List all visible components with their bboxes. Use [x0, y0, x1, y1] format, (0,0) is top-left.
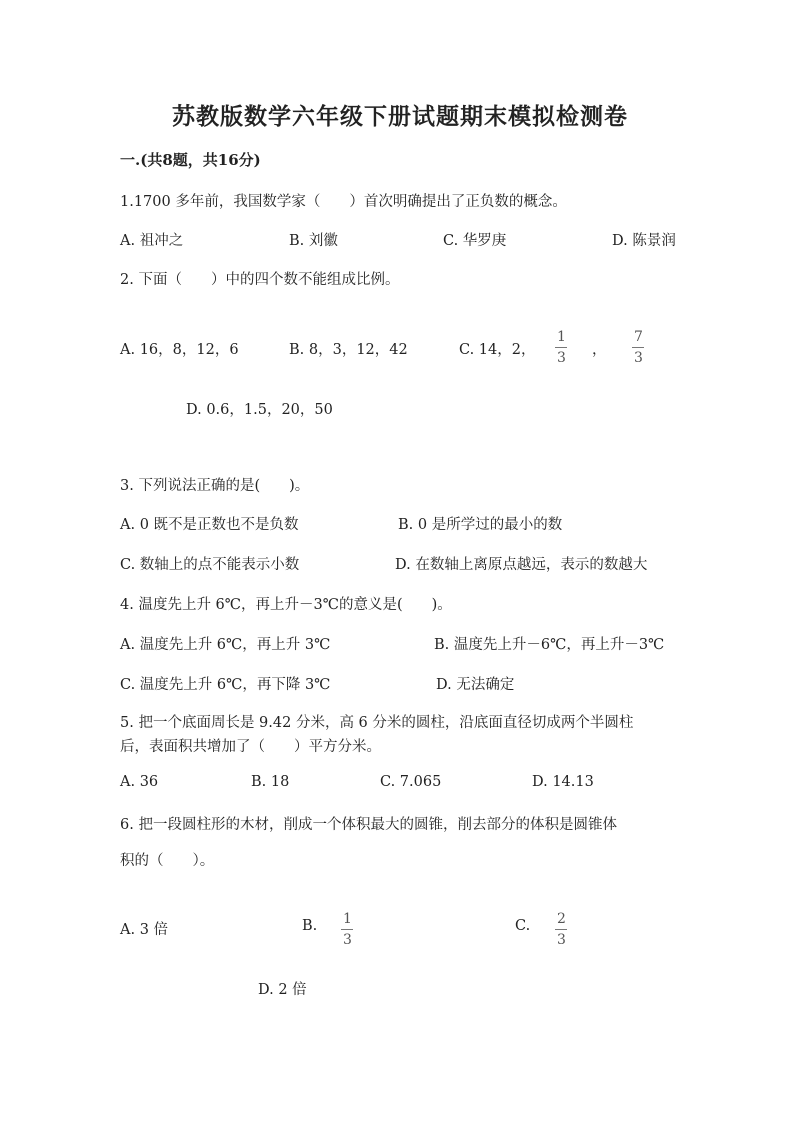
question-2-option-a: A. 16，8，12，6: [120, 342, 239, 358]
section-heading: 一.(共8题，共16分): [120, 151, 261, 169]
question-2-option-c: C. 14，2，: [459, 342, 536, 358]
fraction-numerator: 1: [343, 911, 352, 927]
question-2-option-c-fraction-2: [632, 330, 645, 365]
question-1-option-d: D. 陈景润: [612, 233, 676, 249]
question-6-option-c-fraction: [555, 912, 568, 947]
question-1-option-a: A. 祖冲之: [120, 233, 184, 249]
question-5-option-a: A. 36: [120, 774, 159, 790]
question-1-option-c: C. 华罗庚: [443, 233, 507, 249]
question-6-stem-line-2: 积的（ ）。: [120, 853, 215, 869]
fraction-numerator: 2: [557, 911, 566, 927]
question-4-option-b: B. 温度先上升－6℃，再上升－3℃: [434, 637, 665, 653]
question-6-option-a: A. 3 倍: [120, 922, 169, 938]
question-2-option-b: B. 8，3，12，42: [289, 342, 408, 358]
question-4-option-c: C. 温度先上升 6℃，再下降 3℃: [120, 677, 331, 693]
question-5-option-d: D. 14.13: [532, 774, 594, 790]
question-5-stem-line-1: 5. 把一个底面周长是 9.42 分米，高 6 分米的圆柱，沿底面直径切成两个半圆柱: [120, 715, 634, 731]
question-3-option-c: C. 数轴上的点不能表示小数: [120, 557, 300, 573]
question-4-option-d: D. 无法确定: [436, 677, 515, 693]
question-3-option-b: B. 0 是所学过的最小的数: [398, 517, 563, 533]
fraction-denominator: 3: [634, 350, 643, 366]
fraction-denominator: 3: [343, 932, 352, 948]
question-6-stem-line-1: 6. 把一段圆柱形的木材，削成一个体积最大的圆锥，削去部分的体积是圆锥体: [120, 817, 617, 833]
question-2-option-c-separator: ，: [592, 342, 607, 358]
question-1-stem: 1.1700 多年前，我国数学家（ ）首次明确提出了正负数的概念。: [120, 194, 567, 210]
fraction-denominator: 3: [557, 350, 566, 366]
question-5-option-c: C. 7.065: [380, 774, 442, 790]
fraction-denominator: 3: [557, 932, 566, 948]
question-2-option-c-fraction-1: [555, 330, 568, 365]
fraction-numerator: 1: [557, 329, 566, 345]
question-4-stem: 4. 温度先上升 6℃，再上升－3℃的意义是( )。: [120, 597, 452, 613]
question-6-option-b: B.: [302, 918, 318, 934]
page-title: 苏教版数学六年级下册试题期末模拟检测卷: [172, 103, 628, 130]
question-6-option-d: D. 2 倍: [258, 982, 307, 998]
question-6-option-b-fraction: [341, 912, 354, 947]
question-3-option-d: D. 在数轴上离原点越远，表示的数越大: [395, 557, 648, 573]
question-5-stem-line-2: 后，表面积共增加了（ ）平方分米。: [120, 739, 381, 755]
question-6-option-c: C.: [515, 918, 531, 934]
question-4-option-a: A. 温度先上升 6℃，再上升 3℃: [120, 637, 331, 653]
question-2-option-d: D. 0.6，1.5，20，50: [186, 402, 333, 418]
question-2-stem: 2. 下面（ ）中的四个数不能组成比例。: [120, 272, 400, 288]
question-1-option-b: B. 刘徽: [289, 233, 338, 249]
question-5-option-b: B. 18: [251, 774, 290, 790]
question-3-stem: 3. 下列说法正确的是( )。: [120, 478, 310, 494]
fraction-numerator: 7: [634, 329, 643, 345]
question-3-option-a: A. 0 既不是正数也不是负数: [120, 517, 299, 533]
